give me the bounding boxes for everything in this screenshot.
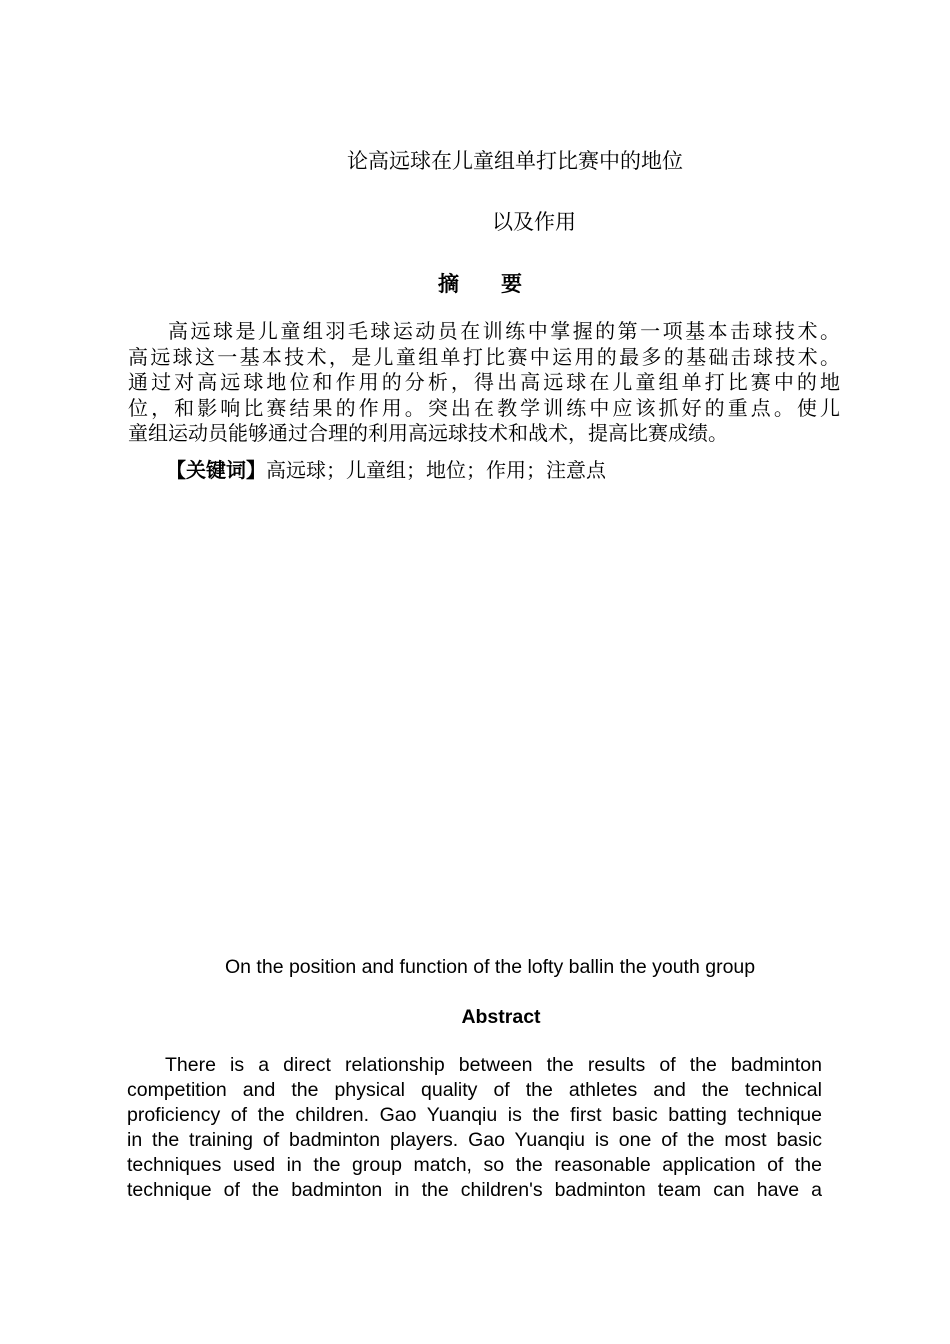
english-abstract-body (127, 1053, 822, 1203)
keywords-label: 【关键词】 (166, 458, 266, 482)
chinese-title-line-1: 论高远球在儿童组单打比赛中的地位 (347, 150, 683, 173)
english-abstract-line: technique of the badminton in the children's badminton team can have a (127, 1179, 822, 1201)
chinese-keywords (166, 457, 606, 483)
chinese-abstract-heading: 摘要 (438, 272, 564, 296)
chinese-abstract-line: 高远球这一基本技术，是儿童组单打比赛中运用的最多的基础击球技术。 (128, 344, 840, 369)
english-abstract-line: techniques used in the group match, so the reasonable application of the (127, 1154, 822, 1176)
chinese-abstract-line: 高远球是儿童组羽毛球运动员在训练中掌握的第一项基本击球技术。 (168, 319, 840, 343)
english-abstract-line: competition and the physical quality of the athletes and the technical (127, 1079, 822, 1101)
english-abstract-line: in the training of badminton players. Gao Yuanqiu is one of the most basic (127, 1129, 822, 1151)
chinese-abstract-line: 位，和影响比赛结果的作用。突出在教学训练中应该抓好的重点。使儿 (128, 395, 840, 420)
english-title: On the position and function of the lofty ballin the youth group (225, 956, 756, 978)
english-abstract-line: There is a direct relationship between the results of the badminton (165, 1054, 822, 1076)
english-abstract-line: proficiency of the children. Gao Yuanqiu is the first basic batting technique (127, 1104, 822, 1126)
keywords-list: 高远球；儿童组；地位；作用；注意点 (266, 458, 606, 482)
chinese-abstract-body (128, 319, 840, 447)
chinese-title-line-2: 以及作用 (492, 211, 576, 234)
chinese-abstract-line: 通过对高远球地位和作用的分析，得出高远球在儿童组单打比赛中的地 (128, 370, 840, 394)
english-abstract-heading: Abstract (461, 1006, 541, 1028)
chinese-abstract-line: 童组运动员能够通过合理的利用高远球技术和战术，提高比赛成绩。 (128, 421, 728, 445)
